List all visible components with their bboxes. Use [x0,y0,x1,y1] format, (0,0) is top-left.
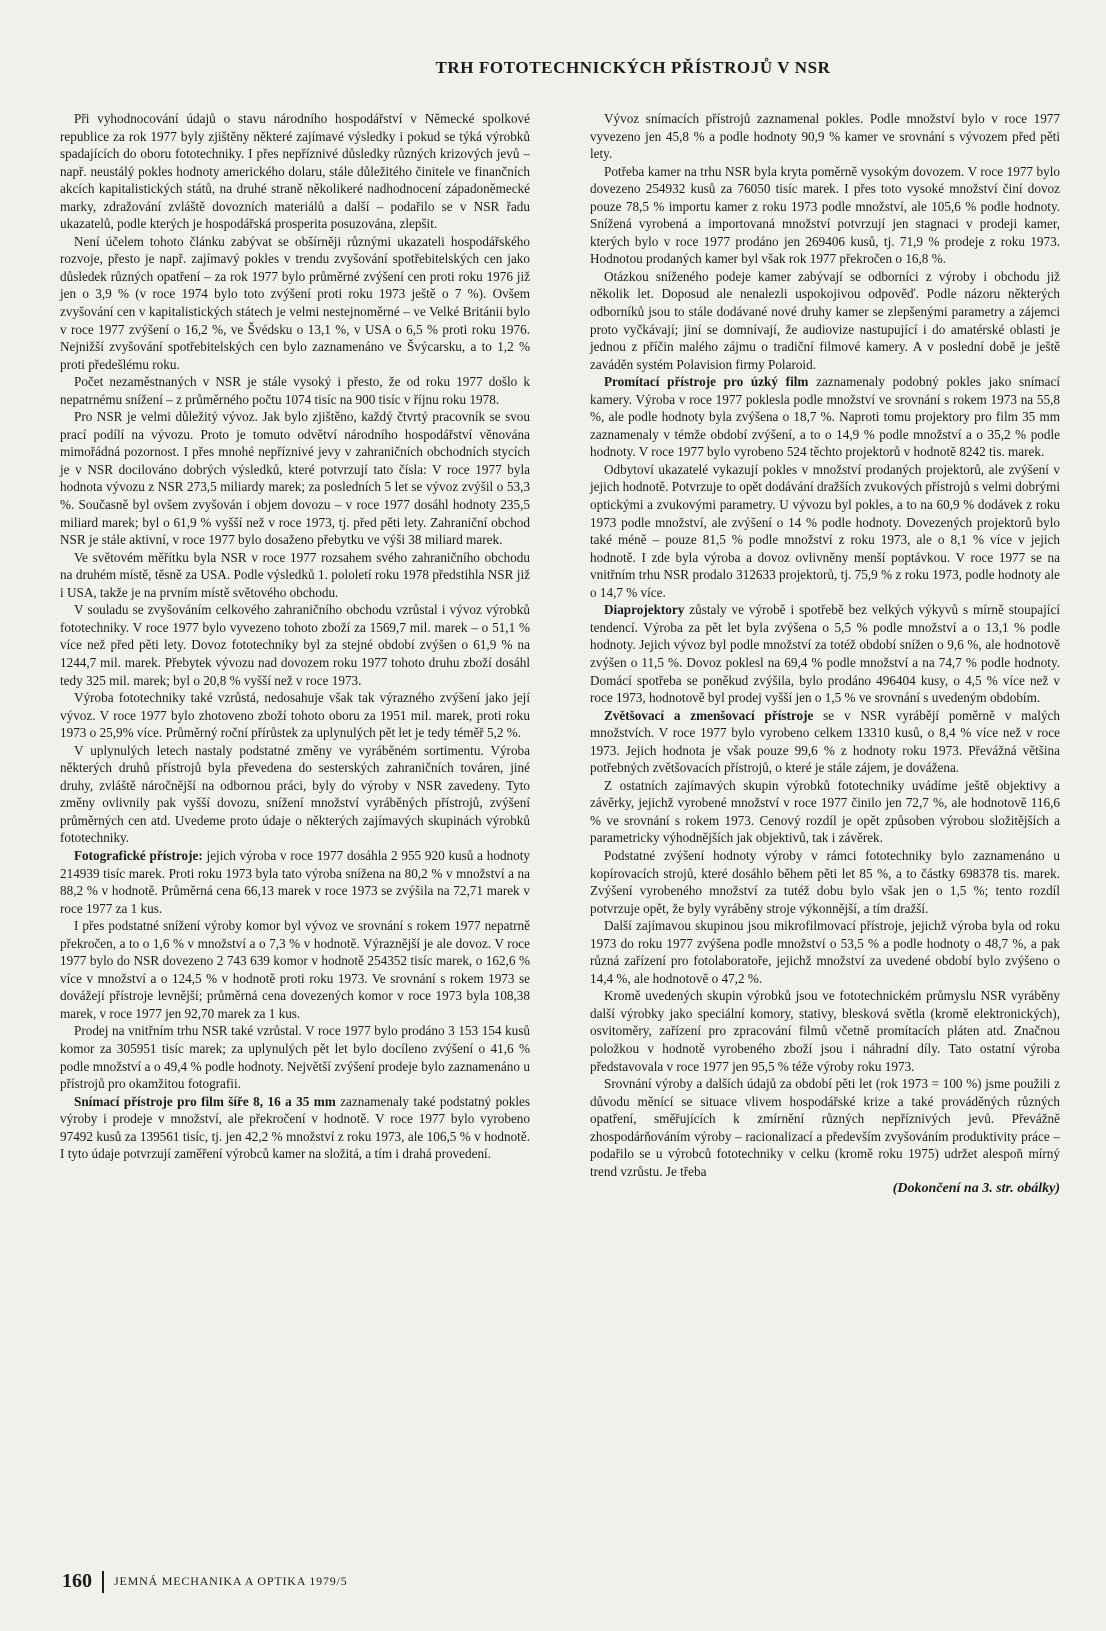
paragraph: Kromě uvedených skupin výrobků jsou ve fototechnickém průmyslu NSR vyráběny další výrobky jako speciální komory, stativy, blesková světla (kromě elektronických), osvitoměry, zařízení pro zpracování filmů včetně promítacích pláten atd. Značnou položkou v hodnotě vyrobeného zboží jsou i náhradní díly. Tato ostatní výroba představovala v roce 1977 jen 95,5 % téže výroby roku 1973. [590,988,1060,1074]
paragraph-film-cameras [60,1093,530,1163]
section-text-enlargers: se v NSR vyrábějí poměrně v malých množstvích. V roce 1977 bylo vyrobeno celkem 13310 kusů, o 8,4 % více než v roce 1973. Jejich hodnota je však pouze 99,6 % z hodnoty roku 1973. Převážná většina potřebných zvětšovacích přístrojů, o které je stále zájem, je dovážena. [590,707,1060,776]
paragraph: Podstatné zvýšení hodnoty výroby v rámci fototechniky bylo zaznamenáno u kopírovacích strojů, které dosáhlo během pěti let 85 %, a to částky 698378 tis. marek. Zvýšení vyrobeného množství za tutéž dobu bylo však jen o 1,5 %; tento rozdíl potvrzuje opět, že byly vyráběny stroje výkonnější, a tím dražší. [590,847,1060,916]
section-label-film-cameras: Snímací přístroje pro film šíře 8, 16 a 35 mm [74,1093,336,1109]
section-label-projectors: Promítací přístroje pro úzký film [604,374,809,390]
paragraph: I přes podstatné snížení výroby komor byl vývoz ve srovnání s rokem 1977 nepatrně překročen, a to o 1,6 % v množství a o 7,3 % v hodnotě. Výraznější je ale dovoz. V roce 1977 bylo do NSR dovezeno 2 743 639 komor v hodnotě 254352 tisíc marek, o 162,6 % více v množství a o 124,5 % v hodnotě proti roku 1973. Ve srovnání s rokem 1973 se dovážejí přístroje levnější; průměrná cena dovezených komor v roce 1973 byla 108,38 marek, v roce 1977 jen 92,70 marek za 1 kus. [60,918,530,1021]
paragraph: Další zajímavou skupinou jsou mikrofilmovací přístroje, jejichž výroba byla od roku 1973 do roku 1977 zvýšena podle množství o 53,5 % a podle hodnoty o 48,7 %, a pak různá zařízení pro fotolaboratoře, jejichž množství za uvedené období bylo zvýšeno o 14,4 %, ale hodnotově o 47,2 %. [590,918,1060,986]
paragraph: Není účelem tohoto článku zabývat se obšírněji různými ukazateli hospodářského rozvoje, přesto je např. zajímavý pokles v trendu zvyšování spotřebitelských cen jako důsledek různých opatření – za rok 1977 bylo průměrné zvýšení cen proti roku 1976 již jen o 3,9 % (v roce 1974 bylo toto zvýšení proti roku 1973 ještě o 7 %). Ovšem zvyšování cen v kapitalistických státech je velmi nestejnoměrné – ve Velké Británii bylo v roce 1977 zvýšení o 16,2 %, ve Švédsku o 13,1 %, v USA o 6,5 % proti roku 1976. Nejnižší zvyšování spotřebitelských cen bylo zaznamenáno ve Švýcarsku, a to 1,2 % proti předešlému roku. [60,233,530,372]
paragraph: Prodej na vnitřním trhu NSR také vzrůstal. V roce 1977 bylo prodáno 3 153 154 kusů komor za 305951 tisíc marek; za uplynulých pět let bylo docíleno zvýšení o 41,6 % podle množství a o 49,4 % podle hodnoty. Největší zvýšení prodeje bylo zaznamenáno u přístrojů pro okamžitou fotografii. [60,1023,530,1092]
paragraph: Počet nezaměstnaných v NSR je stále vysoký i přesto, že od roku 1977 došlo k nepatrnému snížení – z průměrného počtu 1074 tisíc na 900 tisíc v říjnu roku 1978. [60,374,530,407]
continuation-note: (Dokončení na 3. str. obálky) [892,1181,1060,1197]
section-text-film-cameras: zaznamenaly také podstatný pokles výroby i prodeje v množství, ale překročení v hodnotě. V roce 1977 bylo vyrobeno 97492 kusů za 139561 tisíc, tj. jen 42,2 % množství z roku 1973, ale 106,5 % v hodnotě. I tyto údaje potvrzují zaměření výrobců kamer na složitá, a tím i drahá provedení. [60,1093,531,1162]
paragraph-slide-projectors [590,601,1060,706]
paragraph: Otázkou sníženého podeje kamer zabývají se odborníci z výroby i obchodu již několik let. Doposud ale nenalezli uspokojivou odpověď. Podle názoru některých odborníků jsou to stále dodávané nové druhy kamer se zlepšenými parametry a zájemci proto vyčkávají; jiní se domnívají, že audiovize nastupující i do amatérské oblasti je jednou z příčin malého zájmu o tradiční filmové kamery. A v poslední době je ještě zaváděn systém Polavision firmy Polaroid. [590,268,1060,372]
paragraph: Vývoz snímacích přístrojů zaznamenal pokles. Podle množství bylo v roce 1977 vyvezeno jen 45,8 % a podle hodnoty 90,9 % kamer ve srovnání s vývozem před pěti lety. [590,111,1060,162]
right-column [590,110,1060,1198]
journal-name: JEMNÁ MECHANIKA A OPTIKA 1979/5 [114,1574,348,1588]
paragraph-projectors [590,373,1060,461]
paragraph: Při vyhodnocování údajů o stavu národního hospodářství v Německé spolkové republice za rok 1977 byly zjištěny některé zajímavé výsledky i pokud se týká výrobků spadajících do oboru fototechniky. I přes nepříznivé důsledky různých krizových jevů – např. neustálý pokles hodnoty amerického dolaru, stále důležitého činitele ve finančních akcích kapitalistických států, na druhé straně několikeré nadhodnocení západoněmecké marky, zdražování zvláště dovozních materiálů a další – podařilo se v NSR řadu ukazatelů, podle kterých je hospodářská prosperita posuzována, zlepšit. [60,111,530,232]
paragraph: Odbytoví ukazatelé vykazují pokles v množství prodaných projektorů, ale zvýšení v jejich hodnotě. Potvrzuje to opět dodávání dražších zvukových přístrojů s velmi dobrými optickými a zvukovými parametry. U vývozu byl pokles, a to na 60,9 % dodávek z roku 1973 podle množství, ale zvýšení o 14 % podle hodnoty. Dovezených projektorů bylo také méně – pouze 81,5 % podle množství z roku 1973, ale o 8,1 % více v jejich hodnotě. I zde byla výroba a dovoz ovlivněny menší poptávkou. V roce 1977 se na vnitřním trhu NSR prodalo 312633 projektorů, tj. 75,9 % z roku 1973, podle hodnoty ale o 14,7 % více. [590,461,1060,600]
section-label-slide-projectors: Diaprojektory [604,602,685,618]
article-title: TRH FOTOTECHNICKÝCH PŘÍSTROJŮ V NSR [435,58,831,77]
left-column [60,110,530,1163]
paragraph: Z ostatních zajímavých skupin výrobků fototechniky uvádíme ještě objektivy a závěrky, jejichž vyrobené množství v roce 1977 činilo jen 72,7 %, ale hodnotově 116,6 % ve srovnání s rokem 1973. Cenový rozdíl je opět způsoben výrobou složitějších a parametricky výhodnějších jak objektivů, tak i závěrek. [590,777,1060,846]
section-text-cameras: jejich výroba v roce 1977 dosáhla 2 955 920 kusů a hodnoty 214939 tisíc marek. Proti roku 1973 byla tato výroba snížena na 80,2 % v množství a na 88,2 % v hodnotě. Průměrná cena 66,13 marek v roce 1973 se zvýšila na 72,71 marek v roce 1977 za 1 kus. [60,847,530,916]
section-label-cameras: Fotografické přístroje: [74,847,203,863]
paragraph: V uplynulých letech nastaly podstatné změny ve vyráběném sortimentu. Výroba některých druhů přístrojů byla převedena do sesterských zahraničních továren, jiné druhy, zvláště náročnější na odbornou práci, byly do výroby v NSR zavedeny. Tyto změny ovlivnily pak vyšší dovozu, snížení množství vyráběných přístrojů, zvýšení průměrných cen atd. Uvedeme proto údaje o některých zajímavých skupinách výrobků fototechniky. [60,742,530,846]
page-footer [62,1570,347,1593]
paragraph: Srovnání výroby a dalších údajů za období pěti let (rok 1973 = 100 %) jsme použili z důvodu měnící se situace vlivem hospodářské krize a také prováděných různých opatření, směřujících k zmírnění různých nepříznivých jevů. Převážně zhospodárňováním výroby – racionalizací a především zvyšováním produktivity práce – podařilo se u výrobců fototechniky v celku (kromě roku 1975) udržet alespoň mírný trend vzrůstu. Je třeba [590,1076,1060,1179]
section-label-enlargers: Zvětšovací a zmenšovací přístroje [604,707,814,723]
footer-divider [102,1571,104,1593]
paragraph: V souladu se zvyšováním celkového zahraničního obchodu vzrůstal i vývoz výrobků fototechniky. V roce 1977 bylo vyvezeno tohoto zboží za 1569,7 mil. marek – o 51,1 % více než před pěti lety. Dovoz fototechniky byl za stejné období zvýšen o 61,9 % na 1244,7 mil. marek. Přebytek vývozu nad dovozem roku 1977 tohoto druhu zboží dosáhl tedy 325 mil. marek; byl o 20,8 % vyšší než v roce 1973. [60,602,530,688]
paragraph-cameras [60,847,530,917]
section-text-slide-projectors: zůstaly ve výrobě i spotřebě bez velkých výkyvů s mírně stoupající tendencí. Výroba za pět let byla zvýšena o 5,5 % podle množství a o 13,1 % podle hodnoty. Jejich vývoz byl podle množství za totéž období snížen o 9,6 %, ale hodnotově zvýšen o 11,5 %. Dovoz poklesl na 69,4 % podle množství a na 74,7 % podle hodnoty. Domácí spotřeba se poněkud zvýšila, bylo prodáno 496404 kusy, o 4,5 % více než v roce 1973, hodnotově byl prodej vyšší jen o 1,5 % ve srovnání s uvedeným obdobím. [590,602,1060,706]
page-number: 160 [62,1570,92,1592]
section-text-projectors: zaznamenaly podobný pokles jako snímací kamery. Výroba v roce 1977 poklesla podle množství ve srovnání s rokem 1973 na 55,8 %, ale podle hodnoty byla zvýšena o 18,7 %. Naproti tomu projektory pro film 35 mm zaznamenaly v témže období zvýšení, a to o 14,9 % podle množství a o 35,2 % podle hodnoty. V roce 1977 bylo vyrobeno 524 těchto projektorů v hodnotě 8242 tis. marek. [590,374,1060,460]
paragraph: Výroba fototechniky také vzrůstá, nedosahuje však tak výrazného zvýšení jako její vývoz. V roce 1977 bylo zhotoveno zboží tohoto oboru za 1951 mil. marek, proti roku 1973 o 25,9% více. Průměrný roční přírůstek za uplynulých pět let je tedy téměř 5,2 %. [60,690,530,741]
paragraph: Pro NSR je velmi důležitý vývoz. Jak bylo zjištěno, každý čtvrtý pracovník se svou prací podílí na vývozu. Proto je tomuto odvětví národního hospodářství věnována mimořádná pozornost. I přes mnohé nepříznivé jevy v zahraničních obchodních stycích je v NSR docilováno dobrých výsledků, které potvrzují tato čísla: V roce 1977 byla hodnota vývozu z NSR 273,5 miliardy marek; za posledních 5 let se vývoz zvýšil o 53,3 %. Současně byl ovšem zvyšován i objem dovozu – v roce 1977 dosáhl hodnoty 235,5 miliard marek; byl o 61,9 % vyšší než v roce 1973, tj. před pěti lety. Zahraniční obchod NSR je stále aktivní, v roce 1977 bylo dosaženo přebytku ve výši 38 miliard marek. [60,409,530,548]
paragraph: Potřeba kamer na trhu NSR byla kryta poměrně vysokým dovozem. V roce 1977 bylo dovezeno 254932 kusů za 76050 tisíc marek. I přes toto vysoké množství činí dovoz pouze 78,5 % importu kamer z roku 1973 podle množství, ale 105,6 % podle hodnoty. Snížená vyrobená a importovaná množství potvrzují jen stagnaci v prodeji kamer, kterých bylo v roce 1977 prodáno jen 269406 kusů, tj. 71,9 % prodeje z roku 1973. Hodnotou prodaných kamer byl však rok 1977 překročen o 16,8 %. [590,163,1060,267]
paragraph-enlargers [590,707,1060,777]
paragraph: Ve světovém měřítku byla NSR v roce 1977 rozsahem svého zahraničního obchodu na druhém místě, těsně za USA. Podle výsledků 1. pololetí roku 1978 předstihla NSR již i USA, takže je na prvním místě světového obchodu. [60,549,530,600]
